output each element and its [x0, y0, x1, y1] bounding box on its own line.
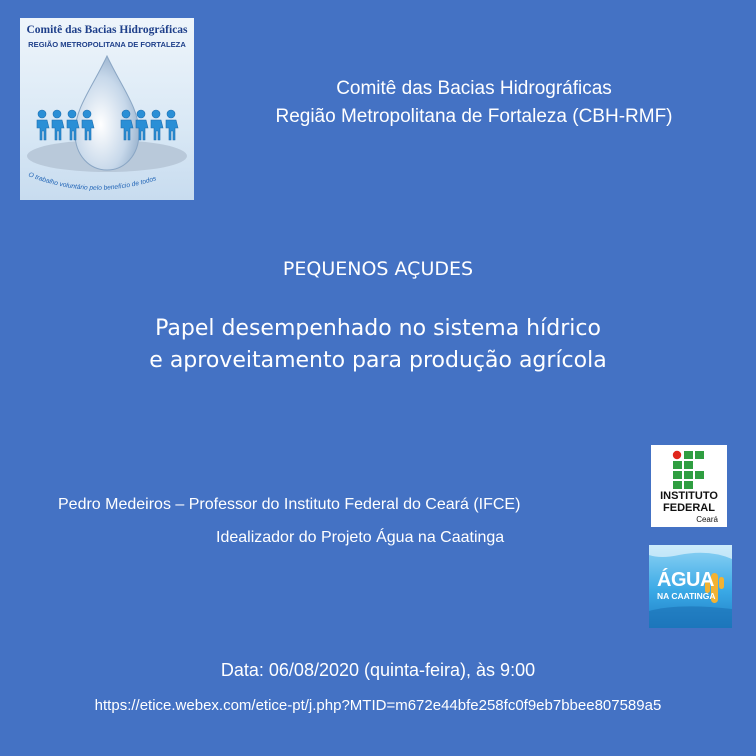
agua-logo-line-1: ÁGUA — [657, 569, 714, 591]
organization-name: Comitê das Bacias Hidrográficas — [336, 78, 612, 99]
event-title: PEQUENOS AÇUDES — [282, 258, 474, 280]
institute-grid-icon — [672, 450, 706, 490]
cbh-logo-motto: O trabalho voluntário pelo benefício de todos — [27, 171, 158, 192]
organization-region: Região Metropolitana de Fortaleza (CBH-RMF) — [275, 106, 673, 127]
event-subtitle-line-1: Papel desempenhado no sistema hídrico — [155, 316, 601, 341]
agua-logo-line-2: NA CAATINGA — [657, 591, 716, 601]
event-date: Data: 06/08/2020 (quinta-feira), às 9:00 — [220, 660, 536, 680]
ifce-logo-line-1: INSTITUTO — [660, 490, 718, 502]
ifce-logo — [651, 445, 727, 527]
cbh-logo-title: Comitê das Bacias Hidrográficas — [26, 24, 188, 36]
meeting-link[interactable]: https://etice.webex.com/etice-pt/j.php?MTID=m672e44bfe258fc0f9eb7bbee807589a5 — [94, 697, 662, 714]
speaker-role: Idealizador do Projeto Água na Caatinga — [216, 529, 505, 546]
ifce-logo-line-3: Ceará — [696, 515, 718, 524]
agua-na-caatinga-logo — [649, 545, 732, 628]
cbh-logo-subtitle: REGIÃO METROPOLITANA DE FORTALEZA — [28, 40, 186, 49]
water-drop-people-icon — [20, 48, 194, 200]
cbh-logo — [20, 18, 194, 200]
ifce-logo-line-2: FEDERAL — [663, 502, 715, 514]
event-subtitle-line-2: e aproveitamento para produção agrícola — [149, 348, 607, 373]
speaker-name: Pedro Medeiros – Professor do Instituto Federal do Ceará (IFCE) — [58, 496, 521, 513]
